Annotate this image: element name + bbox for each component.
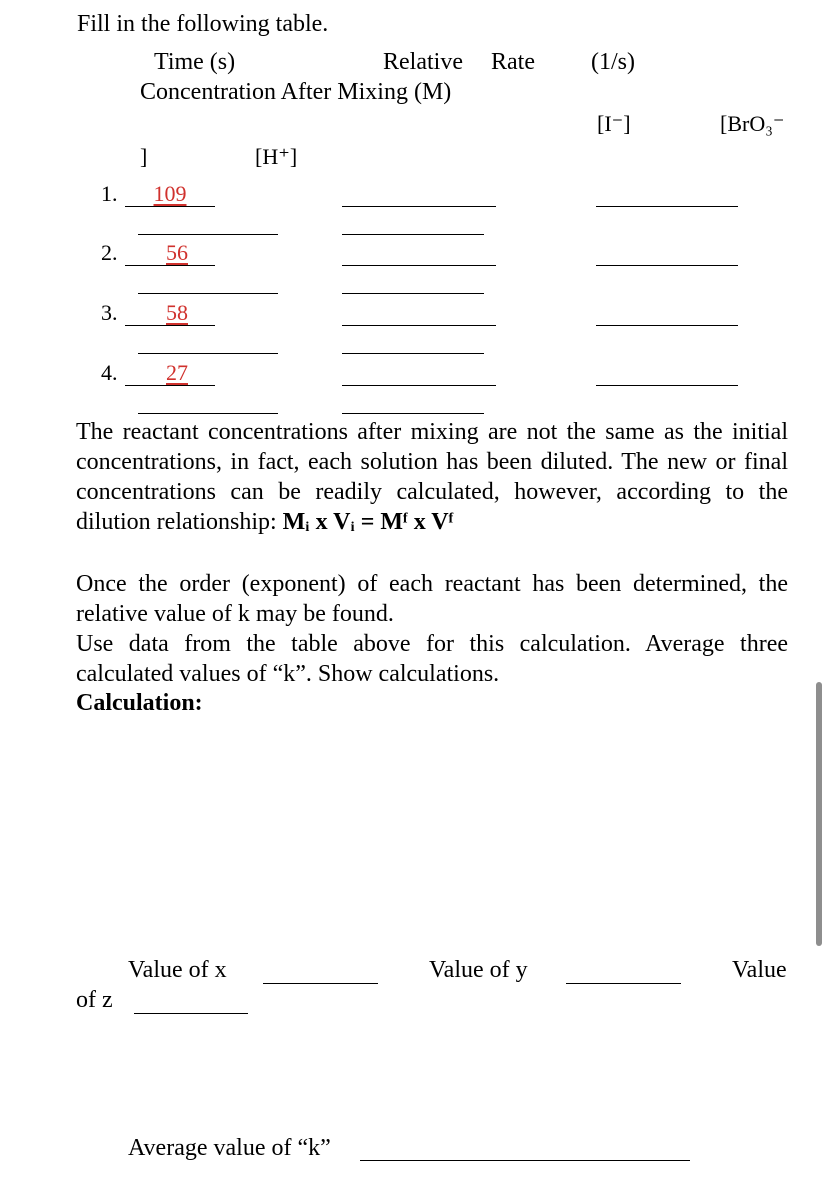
answer-blank (342, 265, 496, 266)
row-number: 4. (101, 360, 118, 385)
header-rate: Rate (491, 49, 535, 75)
answer-blank (342, 353, 484, 354)
time-answer (138, 181, 202, 207)
value-z-blank[interactable] (134, 1013, 248, 1014)
answer-blank (342, 206, 496, 207)
time-answer-value: 58 (166, 300, 188, 325)
answer-blank (342, 325, 496, 326)
time-answer-value: 27 (166, 360, 188, 385)
order-paragraph-2: Use data from the table above for this calculation. Average three calculated values of “k”. Show calculations. (76, 631, 788, 687)
answer-blank (138, 234, 278, 235)
value-z-label-end: of z (76, 987, 113, 1013)
header-hydrogen: [H⁺] (255, 144, 298, 169)
calculation-label: Calculation: (76, 690, 203, 716)
value-z-label-start: Value (732, 957, 787, 983)
header-bromate: [BrO₃⁻ (720, 111, 785, 136)
value-x-blank[interactable] (263, 983, 378, 984)
time-answer (145, 300, 209, 326)
header-rate-unit: (1/s) (591, 49, 635, 75)
answer-blank (138, 413, 278, 414)
answer-blank (342, 413, 484, 414)
header-bromate-close: ] (140, 144, 148, 169)
header-concentration: Concentration After Mixing (M) (140, 79, 452, 105)
intro-text: Fill in the following table. (77, 11, 329, 37)
time-answer-value: 56 (166, 240, 188, 265)
row-number: 1. (101, 181, 118, 206)
time-answer-value: 109 (153, 181, 187, 206)
time-answer (145, 360, 209, 386)
answer-blank (596, 206, 738, 207)
dilution-formula: Mᵢ x Vᵢ = Mᶠ x Vᶠ (282, 509, 454, 535)
value-x-label: Value of x (128, 957, 227, 983)
row-number: 2. (101, 240, 118, 265)
time-answer (145, 240, 209, 266)
scrollbar[interactable] (816, 682, 822, 946)
answer-blank (342, 293, 484, 294)
answer-blank (596, 265, 738, 266)
average-k-blank[interactable] (360, 1160, 690, 1161)
header-time: Time (s) (154, 49, 236, 75)
answer-blank (138, 293, 278, 294)
header-iodide: [I⁻] (597, 111, 631, 136)
answer-blank (342, 385, 496, 386)
dilution-paragraph (76, 417, 788, 537)
row-number: 3. (101, 300, 118, 325)
value-y-blank[interactable] (566, 983, 681, 984)
value-y-label: Value of y (429, 957, 528, 983)
answer-blank (596, 325, 738, 326)
average-k-label: Average value of “k” (128, 1135, 331, 1161)
answer-blank (138, 353, 278, 354)
order-paragraph-1: Once the order (exponent) of each reactant has been determined, the relative value of k may be found. (76, 571, 788, 627)
dilution-text: The reactant concentrations after mixing are not the same as the initial concentrations, in fact, each solution has been diluted. The new or final concentrations can be readily calculated, however, according to the dilution relationship: (76, 419, 788, 535)
answer-blank (342, 234, 484, 235)
header-relative: Relative (383, 49, 463, 75)
answer-blank (596, 385, 738, 386)
